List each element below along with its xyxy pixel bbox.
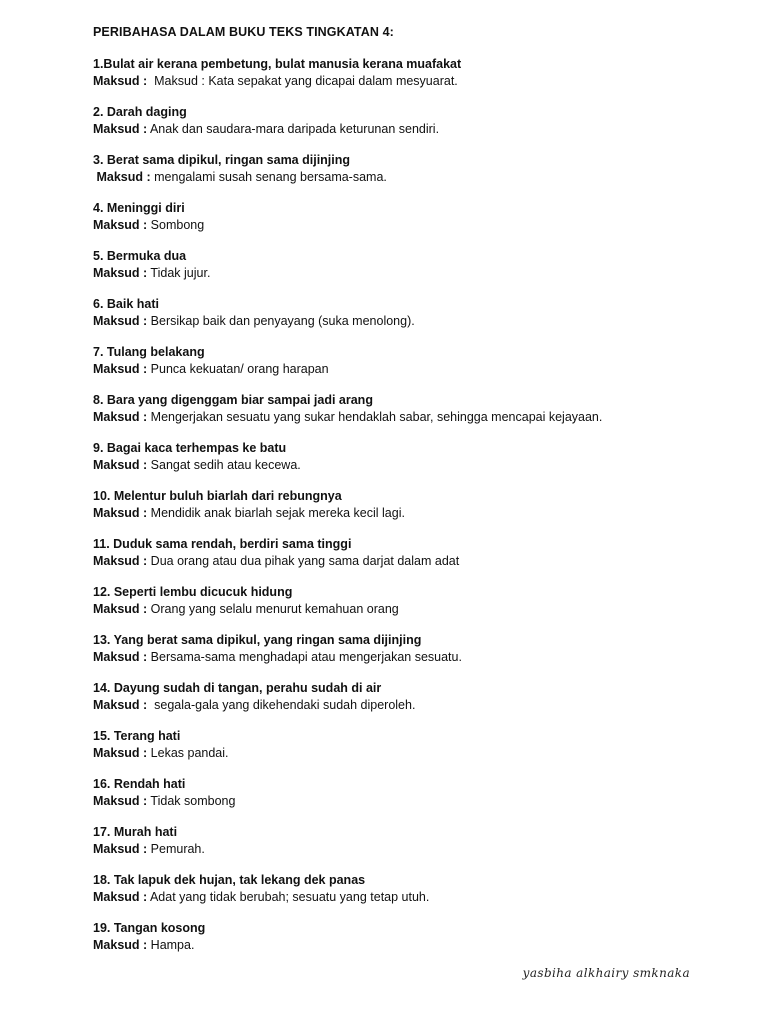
proverb-entry-13 xyxy=(93,632,733,665)
meaning-text: segala-gala yang dikehendaki sudah diperoleh. xyxy=(147,697,416,712)
proverb-entry-10 xyxy=(93,488,733,521)
meaning-text: Punca kekuatan/ orang harapan xyxy=(147,361,329,376)
meaning-label: Maksud : xyxy=(93,745,148,760)
proverb-meaning xyxy=(93,889,733,906)
proverb-phrase: 14. Dayung sudah di tangan, perahu sudah di air xyxy=(93,681,382,695)
meaning-label: Maksud : xyxy=(93,649,148,664)
meaning-label: Maksud : xyxy=(93,889,148,904)
proverb-meaning xyxy=(93,601,733,618)
proverb-meaning xyxy=(93,217,733,234)
proverb-meaning xyxy=(93,73,733,90)
meaning-text: Maksud : Kata sepakat yang dicapai dalam mesyuarat. xyxy=(147,73,458,88)
meaning-text: Sangat sedih atau kecewa. xyxy=(147,457,301,472)
meaning-label: Maksud : xyxy=(93,217,148,232)
proverb-meaning xyxy=(93,313,733,330)
proverb-entry-18 xyxy=(93,872,733,905)
meaning-text: Adat yang tidak berubah; sesuatu yang tetap utuh. xyxy=(147,889,430,904)
meaning-label: Maksud : xyxy=(93,313,148,328)
proverb-entry-9 xyxy=(93,440,733,473)
proverb-meaning xyxy=(93,745,733,762)
document-title: PERIBAHASA DALAM BUKU TEKS TINGKATAN 4: xyxy=(93,25,394,39)
proverb-phrase: 16. Rendah hati xyxy=(93,777,186,791)
proverb-meaning xyxy=(93,937,733,954)
meaning-text: Bersikap baik dan penyayang (suka menolong). xyxy=(147,313,415,328)
document-page xyxy=(93,24,733,968)
meaning-text: Sombong xyxy=(147,217,205,232)
meaning-label: Maksud : xyxy=(93,169,151,184)
proverb-meaning xyxy=(93,793,733,810)
proverb-phrase: 7. Tulang belakang xyxy=(93,345,205,359)
proverb-meaning xyxy=(93,697,733,714)
proverb-phrase: 8. Bara yang digenggam biar sampai jadi arang xyxy=(93,393,373,407)
proverb-entry-15 xyxy=(93,728,733,761)
meaning-text: Bersama-sama menghadapi atau mengerjakan sesuatu. xyxy=(147,649,462,664)
proverb-phrase: 5. Bermuka dua xyxy=(93,249,187,263)
proverb-entry-2 xyxy=(93,104,733,137)
proverb-meaning xyxy=(93,361,733,378)
proverb-meaning xyxy=(93,841,733,858)
proverb-meaning xyxy=(93,457,733,474)
proverb-phrase: 9. Bagai kaca terhempas ke batu xyxy=(93,441,287,455)
proverb-meaning xyxy=(93,409,733,426)
proverb-entry-4 xyxy=(93,200,733,233)
meaning-text: Mengerjakan sesuatu yang sukar hendaklah sabar, sehingga mencapai kejayaan. xyxy=(147,409,603,424)
proverb-meaning xyxy=(93,553,733,570)
proverb-entry-12 xyxy=(93,584,733,617)
author-signature: yasbiha alkhairy smknaka xyxy=(522,966,690,980)
meaning-label: Maksud : xyxy=(93,937,148,952)
meaning-text: Hampa. xyxy=(147,937,195,952)
proverb-meaning xyxy=(93,121,733,138)
proverb-entry-11 xyxy=(93,536,733,569)
proverb-phrase: 18. Tak lapuk dek hujan, tak lekang dek panas xyxy=(93,873,366,887)
proverb-meaning xyxy=(93,169,733,186)
proverb-phrase: 15. Terang hati xyxy=(93,729,181,743)
meaning-label: Maksud : xyxy=(93,553,148,568)
meaning-label: Maksud : xyxy=(93,697,148,712)
meaning-text: Lekas pandai. xyxy=(147,745,229,760)
meaning-text: Tidak jujur. xyxy=(147,265,211,280)
proverb-entry-7 xyxy=(93,344,733,377)
proverb-phrase: 10. Melentur buluh biarlah dari rebungnya xyxy=(93,489,342,503)
meaning-text: Tidak sombong xyxy=(147,793,236,808)
proverb-entry-5 xyxy=(93,248,733,281)
meaning-text: Anak dan saudara-mara daripada keturunan sendiri. xyxy=(147,121,440,136)
meaning-text: Orang yang selalu menurut kemahuan orang xyxy=(147,601,399,616)
proverb-meaning xyxy=(93,265,733,282)
proverb-entry-1 xyxy=(93,56,733,89)
meaning-label: Maksud : xyxy=(93,409,148,424)
meaning-label: Maksud : xyxy=(93,361,148,376)
proverb-phrase: 6. Baik hati xyxy=(93,297,159,311)
meaning-label: Maksud : xyxy=(93,265,148,280)
meaning-label: Maksud : xyxy=(93,505,148,520)
proverb-phrase: 1.Bulat air kerana pembetung, bulat manusia kerana muafakat xyxy=(93,57,462,71)
proverb-entry-17 xyxy=(93,824,733,857)
meaning-text: Dua orang atau dua pihak yang sama darjat dalam adat xyxy=(147,553,460,568)
proverb-phrase: 13. Yang berat sama dipikul, yang ringan sama dijinjing xyxy=(93,633,422,647)
meaning-label: Maksud : xyxy=(93,457,148,472)
proverb-phrase: 3. Berat sama dipikul, ringan sama dijinjing xyxy=(93,153,351,167)
proverb-entry-6 xyxy=(93,296,733,329)
proverb-phrase: 11. Duduk sama rendah, berdiri sama tinggi xyxy=(93,537,352,551)
proverb-phrase: 12. Seperti lembu dicucuk hidung xyxy=(93,585,293,599)
proverb-meaning xyxy=(93,505,733,522)
proverb-entry-14 xyxy=(93,680,733,713)
proverb-meaning xyxy=(93,649,733,666)
meaning-text: mengalami susah senang bersama-sama. xyxy=(150,169,387,184)
meaning-label: Maksud : xyxy=(93,793,148,808)
meaning-text: Pemurah. xyxy=(147,841,205,856)
proverb-entry-16 xyxy=(93,776,733,809)
proverb-phrase: 4. Meninggi diri xyxy=(93,201,185,215)
proverb-entry-19 xyxy=(93,920,733,953)
proverb-phrase: 17. Murah hati xyxy=(93,825,178,839)
proverb-phrase: 2. Darah daging xyxy=(93,105,187,119)
meaning-label: Maksud : xyxy=(93,841,148,856)
proverb-phrase: 19. Tangan kosong xyxy=(93,921,206,935)
proverb-entry-8 xyxy=(93,392,733,425)
meaning-label: Maksud : xyxy=(93,121,148,136)
proverb-entry-3 xyxy=(93,152,733,185)
meaning-label: Maksud : xyxy=(93,601,148,616)
meaning-text: Mendidik anak biarlah sejak mereka kecil lagi. xyxy=(147,505,405,520)
meaning-label: Maksud : xyxy=(93,73,148,88)
